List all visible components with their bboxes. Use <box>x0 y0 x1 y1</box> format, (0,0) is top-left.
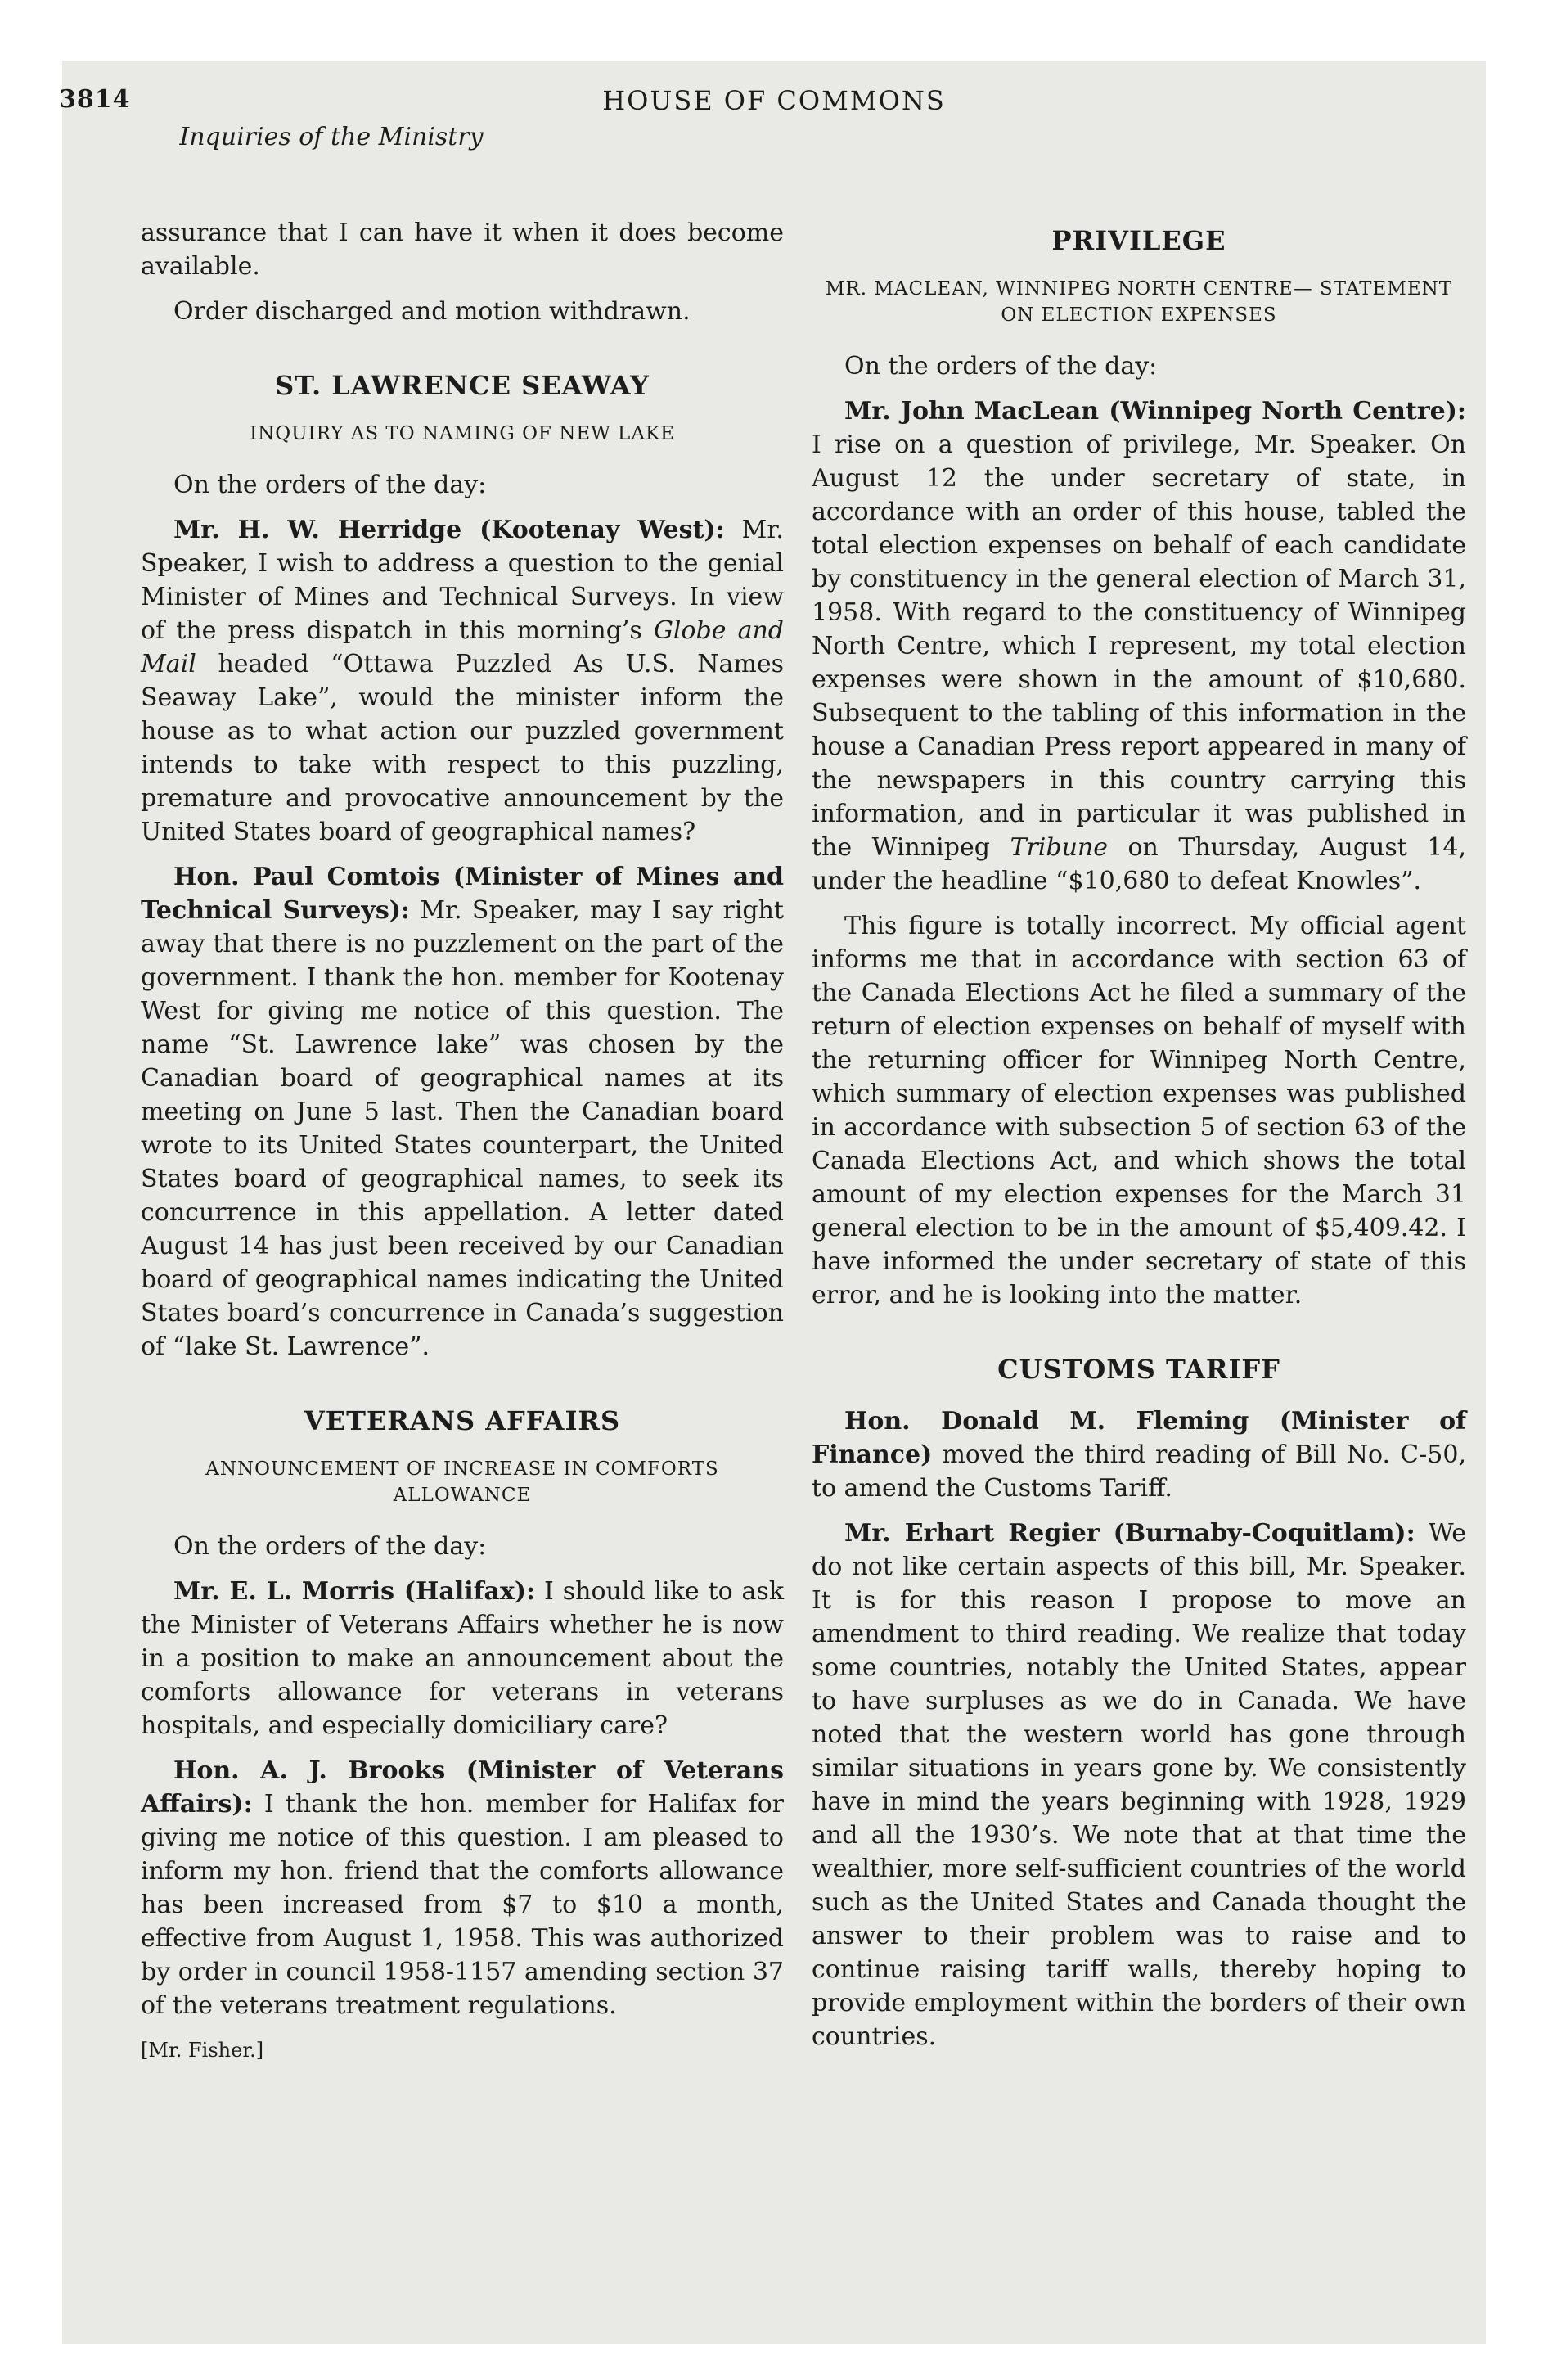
speech-text: Mr. Speaker, I wish to address a question to the genial Minister of Mines and Technical Surveys. In view of the press dispatch in this morning’s <box>141 516 784 645</box>
speech-text: I rise on a question of privilege, Mr. Speaker. On August 12 the under secretary of state, in accordance with an order of this house, tabled the total election expenses on behalf of each candidate by constituency in the general election of March 31, 1958. With regard to the constituency of Winnipeg North Centre, which I represent, my total election expenses were shown in the amount of $10,680. Subsequent to the tabling of this information in the house a Canadian Press report appeared in many of the newspapers in this country carrying this information, and in particular it was published in the Winnipeg <box>812 430 1466 862</box>
paragraph: On the orders of the day: <box>173 471 487 499</box>
running-head: Inquiries of the Ministry <box>179 123 484 151</box>
speaker-name: Hon. Donald M. Fleming (Minister of Finance) <box>812 1407 1466 1469</box>
newspaper-title: Globe and Mail <box>141 616 785 678</box>
speech-paragraph <box>812 1517 1466 2053</box>
paragraph: This figure is totally incorrect. My official agent informs me that in accordance with section 63 of the Canada Elections Act he filed a summary of the return of election expenses on behalf of myself with the returning officer for Winnipeg North Centre, which summary of election expenses was published in accordance with subsection 5 of section 63 of the Canada Elections Act, and which shows the total amount of my election expenses for the March 31 general election to be in the amount of $5,409.42. I have informed the under secretary of state of this error, and he is looking into the matter. <box>812 912 1466 1309</box>
speech-text: on Thursday, August 14, under the headline “$10,680 to defeat Knowles”. <box>812 833 1466 895</box>
speaker-name: Hon. A. J. Brooks (Minister of Veterans Affairs): <box>141 1756 784 1819</box>
page-header-title: HOUSE OF COMMONS <box>602 85 946 116</box>
speech-paragraph <box>141 860 784 1364</box>
speaker-name: Mr. E. L. Morris (Halifax): <box>173 1577 536 1606</box>
speaker-signature: [Mr. Fisher.] <box>141 2039 264 2062</box>
section-heading: PRIVILEGE <box>1051 225 1226 256</box>
speech-paragraph <box>141 1575 784 1742</box>
paragraph: assurance that I can have it when it does become available. <box>141 219 784 281</box>
right-column <box>812 216 1466 2065</box>
section-subheading: MR. MACLEAN, WINNIPEG NORTH CENTRE— STATEMENT ON ELECTION EXPENSES <box>825 278 1453 326</box>
speech-paragraph <box>141 513 784 849</box>
section-heading: ST. LAWRENCE SEAWAY <box>275 370 650 401</box>
speaker-name: Mr. John MacLean (Winnipeg North Centre): <box>844 397 1466 426</box>
speech-text: moved the third reading of Bill No. C-50, to amend the Customs Tariff. <box>812 1440 1466 1503</box>
speaker-name: Mr. H. W. Herridge (Kootenay West): <box>173 516 725 544</box>
paragraph: On the orders of the day: <box>844 352 1158 381</box>
speaker-name: Hon. Paul Comtois (Minister of Mines and Technical Surveys): <box>141 863 784 925</box>
speech-text: Mr. Speaker, may I say right away that there is no puzzlement on the part of the government. I thank the hon. member for Kootenay West for giving me notice of this question. The name “St. Lawrence lake” was chosen by the Canadian board of geographical names at its meeting on June 5 last. Then the Canadian board wrote to its United States counterpart, the United States board of geographical names, to seek its concurrence in this appellation. A letter dated August 14 has just been received by our Canadian board of geographical names indicating the United States board’s concurrence in Canada’s suggestion of “lake St. Lawrence”. <box>141 896 784 1361</box>
section-heading: VETERANS AFFAIRS <box>304 1405 621 1436</box>
speech-paragraph <box>141 1754 784 2022</box>
paragraph: On the orders of the day: <box>173 1532 487 1561</box>
paragraph: Order discharged and motion withdrawn. <box>173 297 691 326</box>
speech-paragraph <box>812 394 1466 898</box>
newspaper-title: Tribune <box>1010 833 1108 862</box>
speech-text: I thank the hon. member for Halifax for giving me notice of this question. I am pleased to inform my hon. friend that the comforts allowance has been increased from $7 to $10 a month, effective from August 1, 1958. This was authorized by order in council 1958-1157 amending section 37 of the veterans treatment regulations. <box>141 1790 784 2020</box>
page-number: 3814 <box>59 85 131 114</box>
speech-text: I should like to ask the Minister of Veterans Affairs whether he is now in a position to make an announcement about the comforts allowance for veterans in veterans hospitals, and especially domiciliary care? <box>141 1577 785 1740</box>
section-heading: CUSTOMS TARIFF <box>997 1354 1280 1385</box>
left-column <box>141 216 784 2067</box>
speaker-name: Mr. Erhart Regier (Burnaby-Coquitlam): <box>844 1519 1415 1548</box>
speech-text: headed “Ottawa Puzzled As U.S. Names Seaway Lake”, would the minister inform the house as to what action our puzzled government intends to take with respect to this puzzling, premature and provocative announcement by the United States board of geographical names? <box>141 650 784 846</box>
speech-text: We do not like certain aspects of this bill, Mr. Speaker. It is for this reason I propose to move an amendment to third reading. We realize that today some countries, notably the United States, appear to have surpluses as we do in Canada. We have noted that the western world has gone through similar situations in years gone by. We consistently have in mind the years beginning with 1928, 1929 and all the 1930’s. We note that at that time the wealthier, more self-sufficient countries of the world such as the United States and Canada thought the answer to their problem was to raise and to continue raising tariff walls, thereby hoping to provide employment within the borders of their own countries. <box>812 1519 1466 2051</box>
section-subheading: INQUIRY AS TO NAMING OF NEW LAKE <box>250 423 675 444</box>
speech-paragraph <box>812 1404 1466 1505</box>
section-subheading: ANNOUNCEMENT OF INCREASE IN COMFORTS ALLOWANCE <box>205 1458 719 1506</box>
